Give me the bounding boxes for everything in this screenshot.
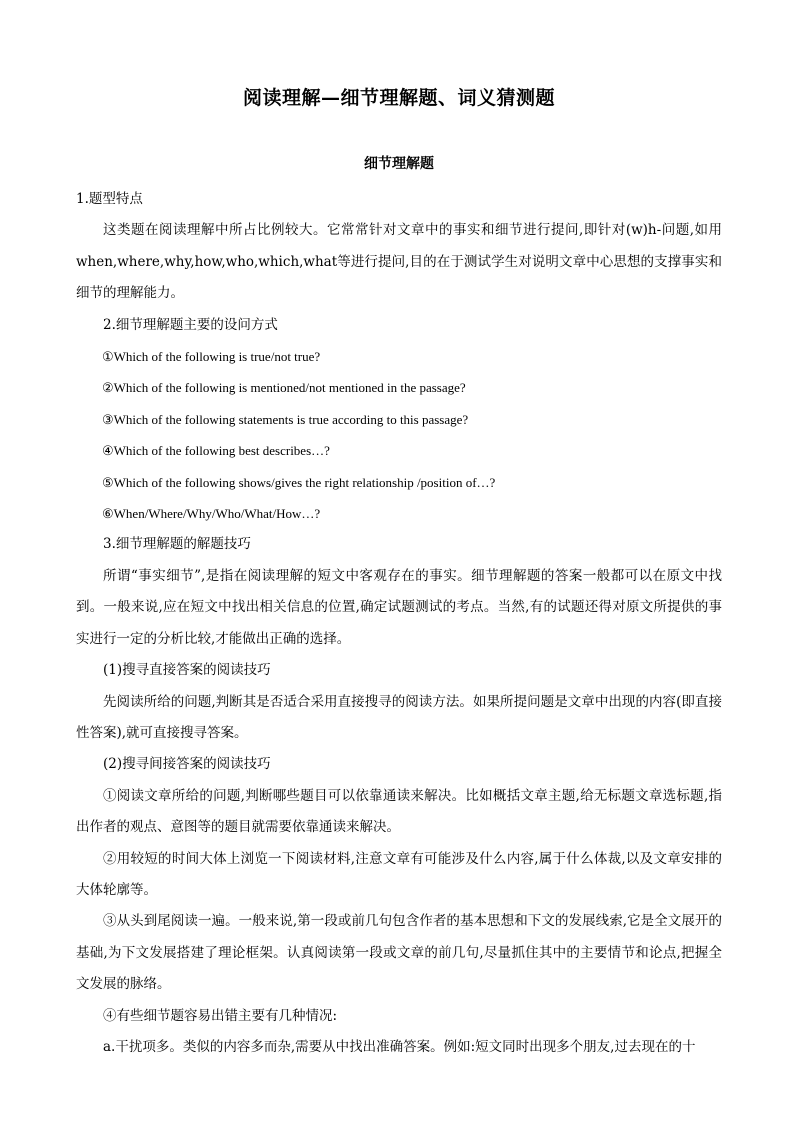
step-2-paragraph: ②用较短的时间大体上浏览一下阅读材料,注意文章有可能涉及什么内容,属于什么体裁,以及文章安排的大体轮廓等。 xyxy=(76,850,722,898)
question-form-2: ②Which of the following is mentioned/not mentioned in the passage? xyxy=(102,380,466,396)
part2-heading: 2.细节理解题主要的设问方式 xyxy=(103,316,278,333)
document-title: 阅读理解—细节理解题、词义猜测题 xyxy=(242,87,555,109)
section-title: 细节理解题 xyxy=(364,156,434,172)
question-form-4: ④Which of the following best describes…? xyxy=(102,443,330,459)
step-4-heading: ④有些细节题容易出错主要有几种情况: xyxy=(103,1007,338,1024)
question-form-1: ①Which of the following is true/not true? xyxy=(102,349,321,365)
sub2-heading: (2)搜寻间接答案的阅读技巧 xyxy=(103,756,271,773)
part1-heading: 1.题型特点 xyxy=(76,191,143,207)
part3-heading: 3.细节理解题的解题技巧 xyxy=(103,536,251,553)
step-3-paragraph: ③从头到尾阅读一遍。一般来说,第一段或前几句包含作者的基本思想和下文的发展线索,它是全文展开的基础,为下文发展搭建了理论框架。认真阅读第一段或文章的前几句,尽量抓住其中的主要情节和论点,把握全文发展的脉络。 xyxy=(76,913,722,993)
document-body xyxy=(76,184,722,1063)
part3-paragraph: 所谓“事实细节”,是指在阅读理解的短文中客观存在的事实。细节理解题的答案一般都可以在原文中找到。一般来说,应在短文中找出相关信息的位置,确定试题测试的考点。当然,有的试题还得对原文所提供的事实进行一定的分析比较,才能做出正确的选择。 xyxy=(76,567,722,647)
document-page xyxy=(76,80,722,1055)
sub1-paragraph: 先阅读所给的问题,判断其是否适合采用直接搜寻的阅读方法。如果所提问题是文章中出现的内容(即直接性答案),就可直接搜寻答案。 xyxy=(76,693,722,741)
case-a-paragraph: a.干扰项多。类似的内容多而杂,需要从中找出准确答案。例如:短文同时出现多个朋友,过去现在的十 xyxy=(103,1038,696,1055)
part1-paragraph: 这类题在阅读理解中所占比例较大。它常常针对文章中的事实和细节进行提问,即针对(w)h-问题,如用when,where,why,how,who,which,what等进行提问,目的在于测试学生对说明文章中心思想的支撑事实和细节的理解能力。 xyxy=(76,222,722,302)
sub1-heading: (1)搜寻直接答案的阅读技巧 xyxy=(103,662,271,679)
question-form-6: ⑥When/Where/Why/Who/What/How…? xyxy=(102,506,321,522)
question-form-3: ③Which of the following statements is true according to this passage? xyxy=(102,411,469,427)
step-1-paragraph: ①阅读文章所给的问题,判断哪些题目可以依靠通读来解决。比如概括文章主题,给无标题文章选标题,指出作者的观点、意图等的题目就需要依靠通读来解决。 xyxy=(76,787,722,836)
question-form-5: ⑤Which of the following shows/gives the right relationship /position of…? xyxy=(102,474,496,490)
